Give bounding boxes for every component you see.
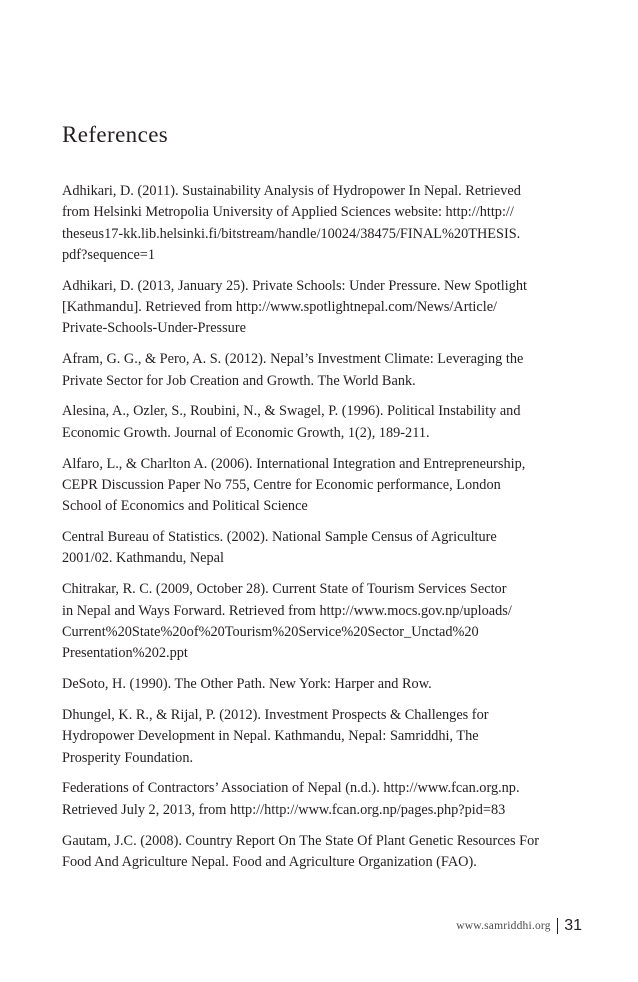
reference-line: theseus17-kk.lib.helsinki.fi/bitstream/handle/10024/38475/FINAL%20THESIS. xyxy=(62,225,521,242)
reference-entry xyxy=(62,778,582,821)
reference-line: [Kathmandu]. Retrieved from http://www.spotlightnepal.com/News/Article/ xyxy=(62,299,498,316)
reference-line: DeSoto, H. (1990). The Other Path. New York: Harper and Row. xyxy=(62,676,432,693)
reference-line: Retrieved July 2, 2013, from http://http://www.fcan.org.np/pages.php?pid=83 xyxy=(62,801,506,818)
reference-entry xyxy=(62,349,582,392)
reference-line: Economic Growth. Journal of Economic Growth, 1(2), 189-211. xyxy=(62,424,430,441)
reference-line: CEPR Discussion Paper No 755, Centre for Economic performance, London xyxy=(62,476,501,493)
reference-entry xyxy=(62,454,582,518)
reference-line: Dhungel, K. R., & Rijal, P. (2012). Investment Prospects & Challenges for xyxy=(62,706,489,723)
reference-line: Alfaro, L., & Charlton A. (2006). International Integration and Entrepreneurship, xyxy=(62,455,526,472)
reference-line: Adhikari, D. (2011). Sustainability Analysis of Hydropower In Nepal. Retrieved xyxy=(62,183,521,199)
reference-line: from Helsinki Metropolia University of Applied Sciences website: http://http:// xyxy=(62,204,514,221)
reference-line: Food And Agriculture Nepal. Food and Agriculture Organization (FAO). xyxy=(62,853,477,870)
reference-line: Gautam, J.C. (2008). Country Report On The State Of Plant Genetic Resources For xyxy=(62,832,540,849)
reference-entry xyxy=(62,831,582,874)
reference-line: in Nepal and Ways Forward. Retrieved from http://www.mocs.gov.np/uploads/ xyxy=(62,602,512,619)
reference-line: Private Sector for Job Creation and Growth. The World Bank. xyxy=(62,372,416,389)
reference-entry xyxy=(62,181,582,266)
reference-line: Adhikari, D. (2013, January 25). Private Schools: Under Pressure. New Spotlight xyxy=(62,277,527,294)
reference-entry xyxy=(62,674,582,695)
reference-line: Hydropower Development in Nepal. Kathmandu, Nepal: Samriddhi, The xyxy=(62,728,479,745)
page-footer xyxy=(456,914,582,938)
footer-url: www.samriddhi.org xyxy=(456,920,551,932)
reference-list xyxy=(62,181,582,883)
reference-entry xyxy=(62,527,582,570)
reference-line: Central Bureau of Statistics. (2002). National Sample Census of Agriculture xyxy=(62,529,497,546)
reference-line: Alesina, A., Ozler, S., Roubini, N., & Swagel, P. (1996). Political Instability and xyxy=(62,403,521,420)
reference-line: Chitrakar, R. C. (2009, October 28). Current State of Tourism Services Sector xyxy=(62,581,507,598)
reference-line: Prosperity Foundation. xyxy=(62,749,194,766)
page-title: References xyxy=(62,122,169,147)
reference-entry xyxy=(62,276,582,340)
reference-line: 2001/02. Kathmandu, Nepal xyxy=(62,550,224,567)
reference-entry xyxy=(62,705,582,769)
reference-line: School of Economics and Political Science xyxy=(62,498,308,515)
reference-entry xyxy=(62,579,582,664)
reference-line: Current%20State%20of%20Tourism%20Service%20Sector_Unctad%20 xyxy=(62,623,479,640)
footer-divider xyxy=(557,918,559,934)
reference-line: Private-Schools-Under-Pressure xyxy=(62,320,246,337)
reference-line: pdf?sequence=1 xyxy=(62,246,156,263)
reference-line: Afram, G. G., & Pero, A. S. (2012). Nepal’s Investment Climate: Leveraging the xyxy=(62,351,524,368)
reference-line: Presentation%202.ppt xyxy=(62,645,188,662)
page-number: 31 xyxy=(564,917,582,934)
reference-line: Federations of Contractors’ Association of Nepal (n.d.). http://www.fcan.org.np. xyxy=(62,780,520,797)
reference-entry xyxy=(62,401,582,444)
